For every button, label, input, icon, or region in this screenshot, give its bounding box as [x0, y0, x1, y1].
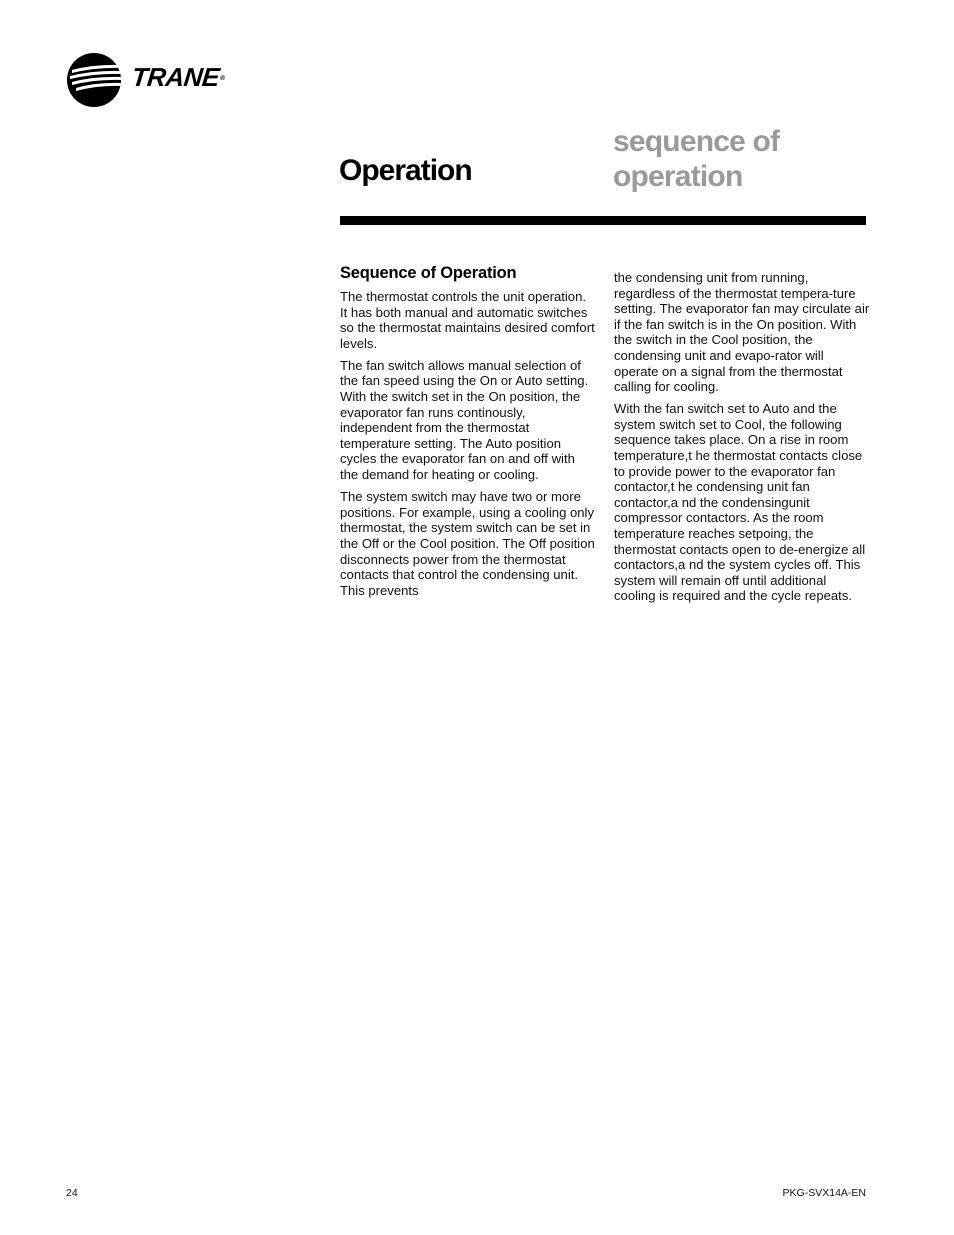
section-title: Operation	[339, 154, 472, 187]
header-rule	[340, 216, 866, 225]
logo-wordmark: TRANE®	[130, 62, 225, 92]
paragraph: The fan switch allows manual selection of the fan speed using the On or Auto setting. With the switch set in the On position, the evaporator fan runs continously, independent from the thermostat temperature setting. The Auto position cycles the evaporator fan on and off with the demand for heating or cooling.	[340, 357, 589, 483]
subsection-title-line2: operation	[613, 160, 743, 193]
trane-logo	[66, 52, 241, 110]
trane-logo-icon	[66, 52, 122, 108]
paragraph: The thermostat controls the unit operation. It has both manual and automatic switches so the thermostat maintains desired comfort levels.	[340, 289, 595, 351]
paragraph: The system switch may have two or more positions. For example, using a cooling only thermostat, the system switch can be set in the Off or the Cool position. The Off position disconnects power from the thermostat contacts that control the condensing unit. This prevents	[340, 489, 595, 598]
subsection-title-line1: sequence of	[613, 125, 780, 158]
page-number: 24	[66, 1187, 78, 1199]
section-heading: Sequence of Operation	[340, 264, 517, 282]
subsection-title	[613, 124, 873, 194]
right-column	[614, 270, 870, 610]
paragraph: With the fan switch set to Auto and the system switch set to Cool, the following sequence takes place. On a rise in room temperature,t he thermostat contacts close to provide power to the evaporator fan contactor,t he condensing unit fan contactor,a nd the condensingunit compressor contactors. As the room temperature reaches setpoing, the thermostat contacts open to de-energize all contactors,a nd the system cycles off. This system will remain off until additional cooling is required and the cycle repeats.	[614, 401, 866, 604]
document-code: PKG-SVX14A-EN	[782, 1187, 866, 1199]
left-column	[340, 263, 596, 605]
paragraph: the condensing unit from running, regardless of the thermostat tempera-ture setting. The evaporator fan may circulate air if the fan switch is in the On position. With the switch in the Cool position, the condensing unit and evapo-rator will operate on a signal from the thermostat calling for cooling.	[614, 270, 870, 395]
